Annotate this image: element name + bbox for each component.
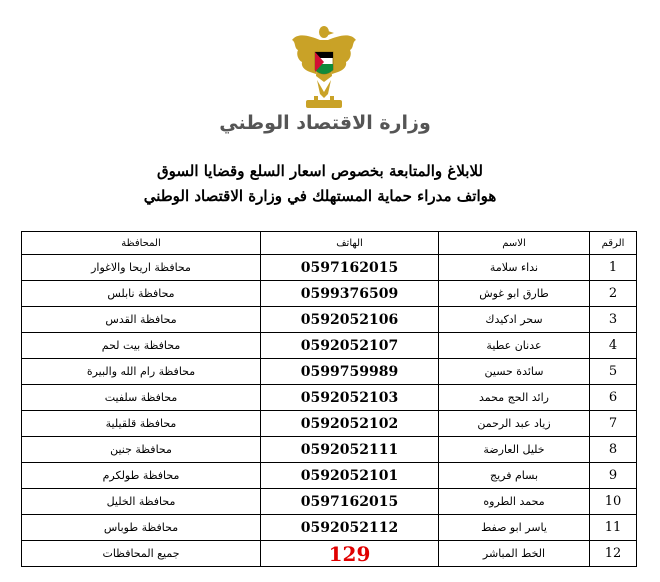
table-row-hotline <box>22 541 637 567</box>
governorate: محافظة اريحا والاغوار <box>22 255 261 281</box>
phone-number: 0592052103 <box>261 385 439 411</box>
contact-name: ياسر ابو صفط <box>439 515 590 541</box>
phone-number: 0597162015 <box>261 489 439 515</box>
governorate: محافظة طوباس <box>22 515 261 541</box>
table-row <box>22 463 637 489</box>
contact-name: خليل العارضة <box>439 437 590 463</box>
row-number: 1 <box>590 255 637 281</box>
column-header-name: الاسم <box>439 232 590 255</box>
phone-number: 0592052111 <box>261 437 439 463</box>
ministry-name: وزارة الاقتصاد الوطني <box>219 112 431 134</box>
contact-name: الخط المباشر <box>439 541 590 567</box>
governorate: محافظة الخليل <box>22 489 261 515</box>
table-header-row <box>22 232 637 255</box>
phone-number: 0592052106 <box>261 307 439 333</box>
contact-name: سحر ادكيدك <box>439 307 590 333</box>
row-number: 6 <box>590 385 637 411</box>
table-row <box>22 411 637 437</box>
contacts-table <box>21 231 637 567</box>
phone-number: 0592052102 <box>261 411 439 437</box>
row-number: 12 <box>590 541 637 567</box>
contact-name: محمد الطروه <box>439 489 590 515</box>
phone-number: 0592052112 <box>261 515 439 541</box>
contact-name: طارق ابو غوش <box>439 281 590 307</box>
governorate: محافظة نابلس <box>22 281 261 307</box>
governorate: محافظة طولكرم <box>22 463 261 489</box>
row-number: 4 <box>590 333 637 359</box>
contact-name: سائدة حسين <box>439 359 590 385</box>
phone-number: 0592052107 <box>261 333 439 359</box>
table-row <box>22 515 637 541</box>
governorate: جميع المحافظات <box>22 541 261 567</box>
column-header-governorate: المحافظة <box>22 232 261 255</box>
table-row <box>22 489 637 515</box>
contact-name: رائد الحج محمد <box>439 385 590 411</box>
row-number: 9 <box>590 463 637 489</box>
row-number: 5 <box>590 359 637 385</box>
table-row <box>22 359 637 385</box>
phone-number: 0599376509 <box>261 281 439 307</box>
table-row <box>22 307 637 333</box>
governorate: محافظة رام الله والبيرة <box>22 359 261 385</box>
governorate: محافظة قلقيلية <box>22 411 261 437</box>
table-row <box>22 255 637 281</box>
contact-name: نداء سلامة <box>439 255 590 281</box>
row-number: 11 <box>590 515 637 541</box>
governorate: محافظة جنين <box>22 437 261 463</box>
row-number: 2 <box>590 281 637 307</box>
table-row <box>22 385 637 411</box>
table-row <box>22 281 637 307</box>
row-number: 10 <box>590 489 637 515</box>
contact-name: زياد عبد الرحمن <box>439 411 590 437</box>
governorate: محافظة القدس <box>22 307 261 333</box>
palestine-eagle-emblem-icon <box>284 22 364 118</box>
contact-name: عدنان عطية <box>439 333 590 359</box>
page-title-line-1: للابلاغ والمتابعة بخصوص اسعار السلع وقضايا السوق <box>157 162 483 180</box>
row-number: 8 <box>590 437 637 463</box>
contact-name: بسام فريج <box>439 463 590 489</box>
governorate: محافظة سلفيت <box>22 385 261 411</box>
table-row <box>22 333 637 359</box>
column-header-number: الرقم <box>590 232 637 255</box>
hotline-number: 129 <box>261 541 439 567</box>
phone-number: 0599759989 <box>261 359 439 385</box>
governorate: محافظة بيت لحم <box>22 333 261 359</box>
row-number: 3 <box>590 307 637 333</box>
page-title-line-2: هواتف مدراء حماية المستهلك في وزارة الاقتصاد الوطني <box>143 187 497 205</box>
column-header-phone: الهاتف <box>261 232 439 255</box>
table-row <box>22 437 637 463</box>
phone-number: 0597162015 <box>261 255 439 281</box>
row-number: 7 <box>590 411 637 437</box>
phone-number: 0592052101 <box>261 463 439 489</box>
